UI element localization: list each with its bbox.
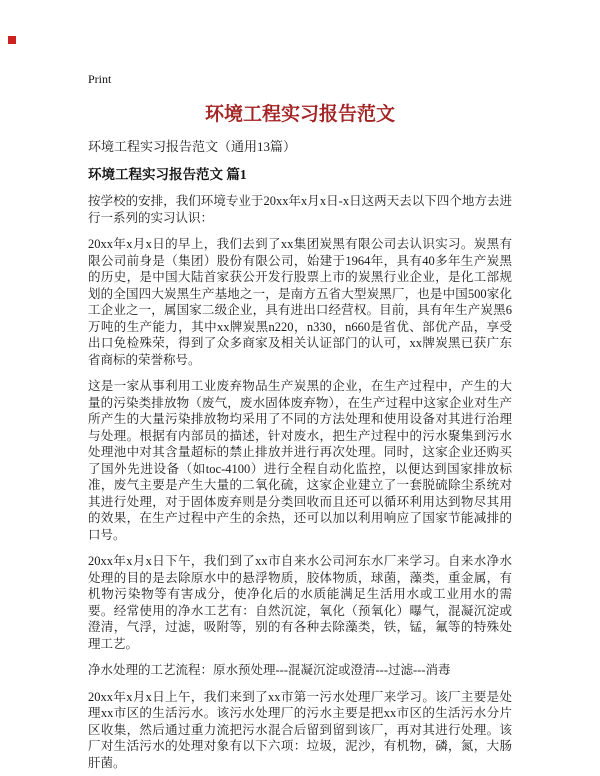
- page-title: 环境工程实习报告范文: [204, 104, 395, 125]
- document-subtitle: 环境工程实习报告范文（通用13篇）: [88, 139, 297, 154]
- paragraph-3: 这是一家从事利用工业废弃物品生产炭黑的企业，在生产过程中，产生的大量的污染类排放物（废气，废水固体废弃物），在生产过程中这家企业对生产所产生的大量污染排放物均采用了不同的方法处理和使用设备对其进行治理与处理。根据有内部员的描述，针对废水，把生产过程中的污水聚集到污水处理池中对其含量超标的禁止排放并进行再次处理。同时，这家企业还购买了国外先进设备（如toc-4100）进行全程自动化监控，以便达到国家排放标准，废气主要是产生大量的二氧化硫，这家企业建立了一套脱硫除尘系统对其进行处理，对于固体废弃则是分类回收而且还可以循环利用达到物尽其用的效果，在生产过程中产生的余热，还可以加以利用响应了国家节能减排的口号。: [88, 379, 512, 542]
- print-link[interactable]: Print: [88, 72, 112, 86]
- paragraph-1: 按学校的安排，我们环境专业于20xx年x月x日-x日这两天去以下四个地方去进行一系列的实习认识：: [88, 194, 512, 225]
- paragraph-6: 20xx年x月x日上午，我们来到了xx市第一污水处理厂来学习。该厂主要是处理xx市区的生活污水。该污水处理厂的污水主要是把xx市区的生活污水分片区收集，然后通过重力流把污水混合后留到留到该厂，再对其进行处理。该厂对生活污水的处理对象有以下六项：垃圾，泥沙，有机物，磷，氮，大肠肝菌。: [88, 689, 512, 770]
- red-square-marker: [8, 36, 16, 44]
- paragraph-4: 20xx年x月x日下午，我们到了xx市自来水公司河东水厂来学习。自来水净水处理的目的是去除原水中的悬浮物质，胶体物质，球菌，藻类，重金属，有机物污染物等有害成分，使净化后的水质能满足生活用水或工业用水的需要。经常使用的净水工艺有：自然沉淀，氧化（预氧化）曝气，混凝沉淀或澄清，气浮，过滤，吸附等，别的有各种去除藻类，铁，锰，氟等的特殊处理工艺。: [88, 554, 512, 651]
- paragraph-5: 净水处理的工艺流程：原水预处理---混凝沉淀或澄清---过滤---消毒: [88, 663, 451, 677]
- article-text: [88, 193, 512, 771]
- section-heading: 环境工程实习报告范文 篇1: [88, 167, 247, 182]
- paragraph-2: 20xx年x月x日的早上，我们去到了xx集团炭黑有限公司去认识实习。炭黑有限公司前身是（集团）股份有限公司，始建于1964年，具有40多年生产炭黑的历史，是中国大陆首家获公开发行股票上市的炭黑行业企业，是化工部规划的全国四大炭黑生产基地之一，是南方五省大型炭黑厂，也是中国500家化工企业之一，属国家二级企业，具有进出口经营权。目前，具有年生产炭黑6万吨的生产能力，其中xx牌炭黑n220，n330，n660是省优、部优产品，享受出口免检殊荣，得到了众多商家及相关认证部门的认可，xx牌炭黑已获广东省商标的荣誉称号。: [88, 237, 512, 367]
